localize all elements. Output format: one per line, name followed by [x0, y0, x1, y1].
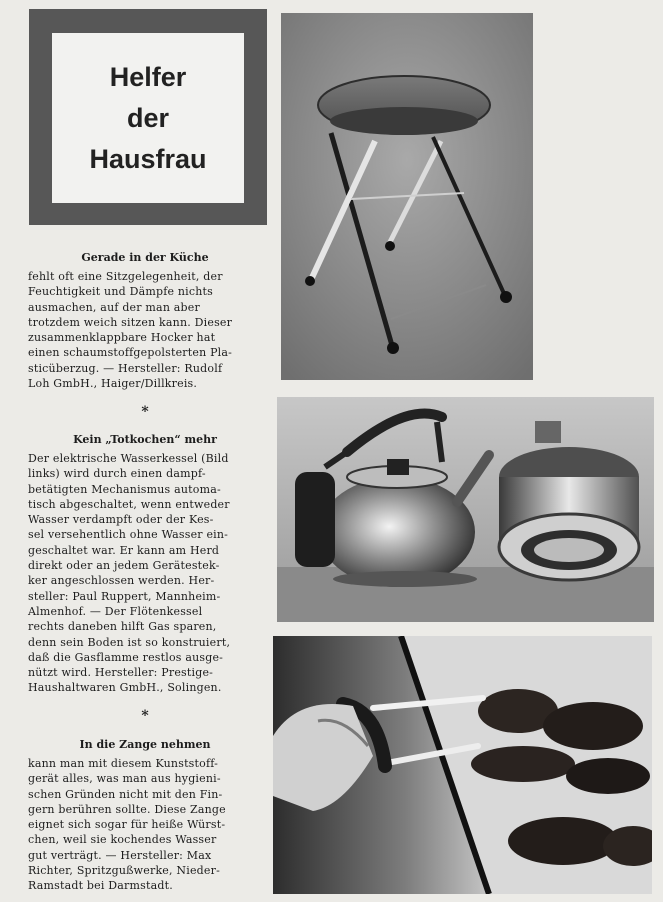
title-line-2: der — [126, 102, 170, 133]
article-heading: Kein „Totkochen“ mehr — [73, 433, 217, 446]
kettles-photo — [277, 397, 654, 622]
article-heading: Gerade in der Küche — [81, 251, 209, 264]
title-box — [29, 9, 267, 225]
article-body: fehlt oft eine Sitzgelegenheit, der Feuchtigkeit und Dämpfe nichts ausmachen, auf der man aber trotzdem weich sitzen kann. Dieser zusammenklappbare Hocker hat einen schaumstoffgepolsterten Pla- sticüberzug. — Hersteller: Rudolf Loh GmbH., Haiger/Dillkreis. — [28, 270, 233, 391]
title-line-3: Hausfrau — [89, 143, 207, 174]
article-heading: In die Zange nehmen — [79, 738, 211, 751]
separator-star: * — [141, 404, 149, 420]
title-panel — [52, 33, 244, 203]
article-kettle — [28, 433, 262, 696]
separator-star: * — [141, 708, 149, 724]
article-body: kann man mit diesem Kunststoff- gerät alles, was man aus hygieni- schen Gründen nicht mit den Fin- gern berühren sollte. Diese Zange eignet sich sogar für heiße Würst- chen, weil sie kochendes Wasser gut verträgt. — Hersteller: Max Richter, Spritzgußwerke, Nieder- Ramstadt bei Darmstadt. — [28, 757, 226, 893]
folding-stool-photo — [281, 13, 533, 380]
article-tongs — [28, 738, 262, 894]
title-line-1: Helfer — [109, 61, 187, 92]
tongs-croissants-photo — [273, 636, 652, 894]
article-stool — [28, 251, 262, 391]
article-body: Der elektrische Wasserkessel (Bild links) wird durch einen dampf- betätigten Mechanismus automa- tisch abgeschaltet, wenn entweder Wasser verdampft oder der Kes- sel versehentlich ohne Wasser ein- geschaltet war. Er kann am Herd direkt oder an jedem Gerätestek- ker angeschlossen werden. Her- steller: Paul Ruppert, Mannheim- Almenhof. — Der Flötenkessel rechts daneben hilft Gas sparen, denn sein Boden ist so konstruiert, daß die Gasflamme restlos ausge- nützt wird. Hersteller: Prestige- Haushaltwaren GmbH., Solingen. — [28, 452, 231, 695]
